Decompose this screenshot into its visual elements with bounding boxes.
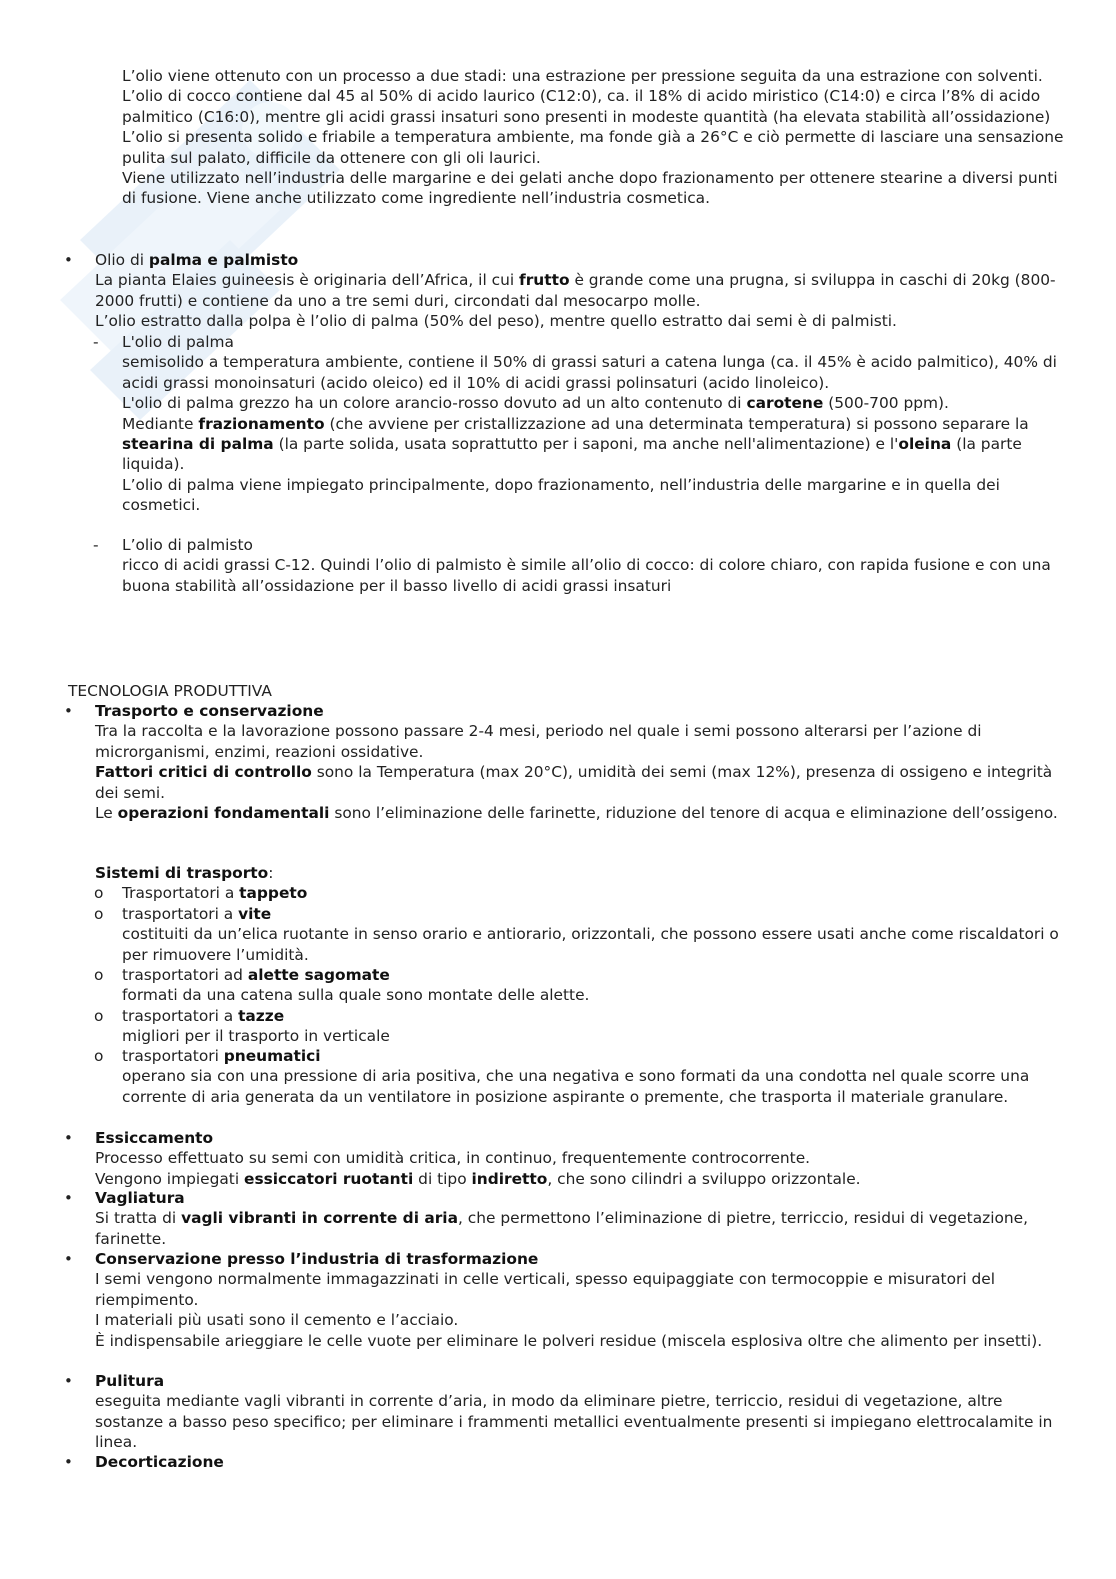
ess-p2-d: indiretto bbox=[471, 1169, 548, 1188]
trasporto-title bbox=[95, 701, 1075, 721]
palm-p1-c: è grande come una prugna, si sviluppa in caschi di 20kg (800-2000 frutti) e contiene da uno a tre semi duri, circondati dal mesocarpo molle. bbox=[95, 271, 1056, 310]
palm-title-pre: Olio di bbox=[95, 251, 149, 269]
essiccamento-paragraph-1: Processo effettuato su semi con umidità critica, in continuo, frequentemente controcorrente. bbox=[95, 1149, 811, 1168]
decorticazione-section bbox=[95, 1452, 1075, 1472]
palma-paragraph-1: semisolido a temperatura ambiente, contiene il 50% di grassi saturi a catena lunga (ca. il 45% è acido palmitico), 40% di acidi grassi monoinsaturi (acido oleico) ed il 10% di acidi grassi polinsaturi (acido linoleico). bbox=[122, 353, 1057, 392]
palm-p1-a: La pianta Elaies guineesis è originaria dell’Africa, il cui bbox=[95, 271, 520, 290]
sistemi-heading-line bbox=[95, 863, 1075, 883]
tech-heading: TECNOLOGIA PRODUTTIVA bbox=[68, 682, 272, 700]
transporter-1 bbox=[122, 883, 1072, 903]
palma-p2-b: carotene bbox=[746, 394, 824, 413]
essiccamento-title bbox=[95, 1128, 1075, 1148]
obullet-2: o bbox=[94, 905, 104, 923]
ess-title-text: Essiccamento bbox=[95, 1129, 214, 1147]
trasporto-p3-c: sono l’eliminazione delle farinette, riduzione del tenore di acqua e eliminazione dell’ossigeno. bbox=[329, 804, 1058, 823]
obullet-5: o bbox=[94, 1047, 104, 1065]
palma-title: L'olio di palma bbox=[122, 333, 234, 351]
essiccamento-section bbox=[95, 1128, 1075, 1189]
pul-title-text: Pulitura bbox=[95, 1372, 165, 1390]
bullet-decorticazione: • bbox=[64, 1453, 73, 1471]
transporter-2-title bbox=[122, 904, 1072, 924]
intro-paragraph-1: L’olio viene ottenuto con un processo a due stadi: una estrazione per pressione seguita da una estrazione con solventi. bbox=[122, 67, 1043, 85]
t4-a: trasportatori a bbox=[122, 1007, 239, 1025]
sistemi-a: Sistemi di trasporto bbox=[95, 864, 269, 882]
obullet-4: o bbox=[94, 1007, 104, 1025]
transporter-4-desc: migliori per il trasporto in verticale bbox=[122, 1027, 390, 1046]
t2-b: vite bbox=[238, 905, 272, 923]
trasporto-p3-a: Le bbox=[95, 804, 118, 823]
palma-p3-c: (che avviene per cristallizzazione ad una determinata temperatura) si possono separare la bbox=[324, 414, 1029, 433]
trasporto-title-text: Trasporto e conservazione bbox=[95, 702, 324, 720]
ess-p2-c: di tipo bbox=[413, 1169, 472, 1188]
bullet-palm: • bbox=[64, 251, 73, 269]
pulitura-paragraph: eseguita mediante vagli vibranti in corrente d’aria, in modo da eliminare pietre, terriccio, residui di vegetazione, altre sostanze a basso peso specifico; per eliminare i frammenti metallici eventualmente presenti si impiegano elettrocalamite in linea. bbox=[95, 1392, 1053, 1452]
obullet-1: o bbox=[94, 884, 104, 902]
transporter-3-desc: formati da una catena sulla quale sono montate delle alette. bbox=[122, 986, 590, 1005]
ess-p2-b: essiccatori ruotanti bbox=[244, 1169, 414, 1188]
vag-p-a: Si tratta di bbox=[95, 1209, 182, 1228]
bullet-vagliatura: • bbox=[64, 1189, 73, 1207]
palm-title-bold: palma e palmisto bbox=[148, 251, 299, 269]
palma-paragraph-3 bbox=[122, 414, 1072, 475]
palma-p3-b: frazionamento bbox=[198, 414, 325, 433]
palma-p3-a: Mediante bbox=[122, 414, 199, 433]
palma-paragraph-2 bbox=[122, 393, 1072, 413]
vagliatura-section bbox=[95, 1188, 1075, 1249]
transporter-5-title bbox=[122, 1046, 1072, 1066]
pulitura-section bbox=[95, 1371, 1075, 1453]
palm-title bbox=[95, 250, 1075, 270]
transporter-4-title bbox=[122, 1006, 1072, 1026]
trasporto-p2-b: sono la Temperatura (max 20°C), umidità dei semi (max 12%), presenza di ossigeno e integrità dei semi. bbox=[95, 763, 1053, 802]
t1-a: Trasportatori a bbox=[122, 884, 240, 902]
conservazione-paragraph-2: I materiali più usati sono il cemento e l’acciaio. bbox=[95, 1311, 459, 1330]
t2-a: trasportatori a bbox=[122, 905, 239, 923]
palm-paragraph-1 bbox=[95, 270, 1075, 311]
palma-p2-a: L'olio di palma grezzo ha un colore arancio-rosso dovuto ad un alto contenuto di bbox=[122, 394, 747, 413]
t3-b: alette sagomate bbox=[247, 966, 390, 984]
transporter-4 bbox=[122, 1006, 1072, 1047]
transporter-5 bbox=[122, 1046, 1072, 1107]
palmisto-title: L’olio di palmisto bbox=[122, 536, 253, 554]
bullet-conservazione: • bbox=[64, 1250, 73, 1268]
transporter-2 bbox=[122, 904, 1072, 965]
t1-b: tappeto bbox=[239, 884, 308, 902]
bullet-essiccamento: • bbox=[64, 1129, 73, 1147]
obullet-3: o bbox=[94, 966, 104, 984]
palm-section bbox=[95, 250, 1075, 332]
palma-p2-c: (500-700 ppm). bbox=[823, 394, 949, 413]
sistemi-heading bbox=[95, 863, 1075, 883]
dec-title-text: Decorticazione bbox=[95, 1453, 224, 1471]
trasporto-paragraph-1: Tra la raccolta e la lavorazione possono passare 2-4 mesi, periodo nel quale i semi possono alterarsi per l’azione di microrganismi, enzimi, reazioni ossidative. bbox=[95, 722, 982, 761]
trasporto-p3-b: operazioni fondamentali bbox=[117, 804, 330, 823]
palma-paragraph-4: L’olio di palma viene impiegato principalmente, dopo frazionamento, nell’industria delle margarine e in quella dei cosmetici. bbox=[122, 475, 1000, 515]
intro-paragraph-2: L’olio di cocco contiene dal 45 al 50% di acido laurico (C12:0), ca. il 18% di acido miristico (C14:0) e circa l’8% di acido palmitico (C16:0), mentre gli acidi grassi insaturi sono presenti in modeste quantità (ha elevata stabilità all’ossidazione) bbox=[122, 87, 1051, 126]
trasporto-paragraph-3 bbox=[95, 803, 1075, 823]
vagliatura-paragraph bbox=[95, 1208, 1075, 1249]
transporter-5-desc: operano sia con una pressione di aria positiva, che una negativa e sono formati da una condotta nel quale scorre una corrente di aria generata da un ventilatore in posizione aspirante o premente, che trasporta il materiale granulare. bbox=[122, 1067, 1030, 1106]
ess-p2-a: Vengono impiegati bbox=[95, 1169, 244, 1188]
transporter-3-title bbox=[122, 965, 1072, 985]
intro-paragraph-3: L’olio si presenta solido e friabile a temperatura ambiente, ma fonde già a 26°C e ciò permette di lasciare una sensazione pulita sul palato, difficile da ottenere con gli oli laurici. bbox=[122, 128, 1064, 167]
conservazione-section bbox=[95, 1249, 1075, 1351]
essiccamento-paragraph-2 bbox=[95, 1169, 1075, 1189]
t3-a: trasportatori ad bbox=[122, 966, 248, 984]
ess-p2-e: , che sono cilindri a sviluppo orizzontale. bbox=[547, 1169, 861, 1188]
vag-p-c: , che permettono l’eliminazione di pietre, terriccio, residui di vegetazione, farinette. bbox=[95, 1209, 1029, 1248]
trasporto-paragraph-2 bbox=[95, 762, 1075, 803]
vagliatura-title bbox=[95, 1188, 1075, 1208]
bullet-trasporto: • bbox=[64, 702, 73, 720]
cons-title-text: Conservazione presso l’industria di trasformazione bbox=[95, 1250, 539, 1268]
dash-palmisto: - bbox=[93, 536, 99, 554]
conservazione-paragraph-3: È indispensabile arieggiare le celle vuote per eliminare le polveri residue (miscela esplosiva oltre che alimento per insetti). bbox=[95, 1331, 1043, 1350]
trasporto-p2-a: Fattori critici di controllo bbox=[95, 763, 312, 782]
transporter-3 bbox=[122, 965, 1072, 1006]
t4-b: tazze bbox=[238, 1007, 285, 1025]
bullet-pulitura: • bbox=[64, 1372, 73, 1390]
palma-subsection bbox=[122, 332, 1072, 516]
dash-palma: - bbox=[93, 333, 99, 351]
vag-p-b: vagli vibranti in corrente di aria bbox=[181, 1209, 458, 1228]
vag-title-text: Vagliatura bbox=[95, 1189, 185, 1207]
palm-p1-b: frutto bbox=[519, 271, 570, 290]
palma-p3-f: oleina bbox=[898, 435, 952, 454]
intro-paragraph-4: Viene utilizzato nell’industria delle margarine e dei gelati anche dopo frazionamento per ottenere stearine a diversi punti di fusione. Viene anche utilizzato come ingrediente nell’industria cosmetica. bbox=[122, 169, 1058, 208]
decorticazione-title bbox=[95, 1452, 1075, 1472]
palmisto-paragraph-1: ricco di acidi grassi C-12. Quindi l’olio di palmisto è simile all’olio di cocco: di colore chiaro, con rapida fusione e con una buona stabilità all’ossidazione per il basso livello di acidi grassi insaturi bbox=[122, 556, 1051, 595]
conservazione-title bbox=[95, 1249, 1075, 1269]
t5-a: trasportatori bbox=[122, 1047, 224, 1065]
palmisto-subsection bbox=[122, 535, 1072, 596]
palm-paragraph-2: L’olio estratto dalla polpa è l’olio di palma (50% del peso), mentre quello estratto dai semi è di palmisti. bbox=[95, 312, 897, 331]
conservazione-paragraph-1: I semi vengono normalmente immagazzinati in celle verticali, spesso equipaggiate con termocoppie e misuratori del riempimento. bbox=[95, 1270, 996, 1309]
palma-p3-e: (la parte solida, usata soprattutto per i saponi, ma anche nell'alimentazione) e l' bbox=[273, 435, 899, 454]
intro-block bbox=[122, 66, 1072, 209]
t5-b: pneumatici bbox=[223, 1047, 321, 1065]
pulitura-title bbox=[95, 1371, 1075, 1391]
transporter-1-title bbox=[122, 883, 1072, 903]
sistemi-b: : bbox=[268, 864, 274, 882]
palma-p3-d: stearina di palma bbox=[122, 435, 274, 454]
palma-p3-g: (la parte liquida). bbox=[122, 435, 1022, 474]
transporter-2-desc: costituiti da un’elica ruotante in senso orario e antiorario, orizzontali, che possono essere usati anche come riscaldatori o per rimuovere l’umidità. bbox=[122, 925, 1059, 964]
trasporto-section bbox=[95, 701, 1075, 823]
